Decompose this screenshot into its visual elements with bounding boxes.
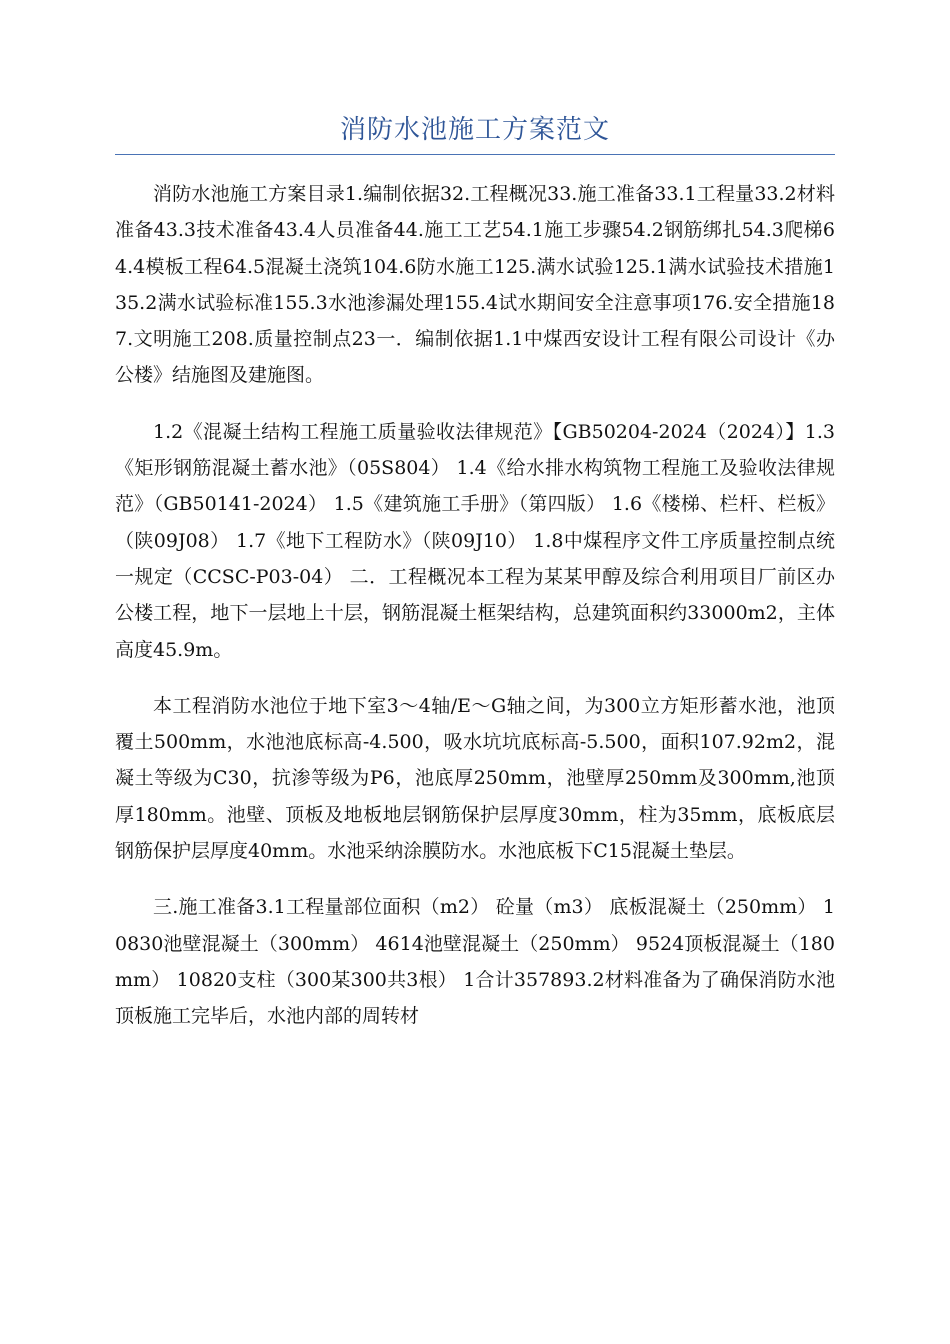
paragraph-references-overview: 1.2《混凝土结构工程施工质量验收法律规范》【GB50204-2024（2024）】1.3《矩形钢筋混凝土蓄水池》（05S804） 1.4《给水排水构筑物工程施工及验收法律规范》（GB50141-2024） 1.5《建筑施工手册》（第四版） 1.6《楼梯、栏杆、栏板》（陕09J08） 1.7《地下工程防水》（陕09J10） 1.8中煤程序文件工序质量控制点统一规定（CCSC-P03-04） 二．工程概况本工程为某某甲醇及综合利用项目厂前区办公楼工程，地下一层地上十层，钢筋混凝土框架结构，总建筑面积约33000m2，主体高度45.9m。: [115, 420, 835, 661]
document-body: [115, 176, 835, 1055]
paragraph-pool-description: 本工程消防水池位于地下室3～4轴/E～G轴之间，为300立方矩形蓄水池，池顶覆土500mm，水池池底标高-4.500，吸水坑坑底标高-5.500，面积107.92m2，混凝土等级为C30，抗渗等级为P6，池底厚250mm，池壁厚250mm及300mm,池顶厚180mm。池壁、顶板及地板地层钢筋保护层厚度30mm，柱为35mm，底板底层钢筋保护层厚度40mm。水池采纳涂膜防水。水池底板下C15混凝土垫层。: [115, 694, 835, 863]
paragraph-construction-preparation: 三.施工准备3.1工程量部位面积（m2） 砼量（m3） 底板混凝土（250mm） 10830池壁混凝土（300mm） 4614池壁混凝土（250mm） 9524顶板混凝土（180mm） 10820支柱（300某300共3根） 1合计357893.2材料准备为了确保消防水池顶板施工完毕后，水池内部的周转材: [115, 896, 835, 1028]
paragraph-table-of-contents: 消防水池施工方案目录1.编制依据32.工程概况33.施工准备33.1工程量33.2材料准备43.3技术准备43.4人员准备44.施工工艺54.1施工步骤54.2钢筋绑扎54.3爬梯64.4模板工程64.5混凝土浇筑104.6防水施工125.满水试验125.1满水试验技术措施135.2满水试验标准155.3水池渗漏处理155.4试水期间安全注意事项176.安全措施187.文明施工208.质量控制点23一．编制依据1.1中煤西安设计工程有限公司设计《办公楼》结施图及建施图。: [115, 183, 835, 387]
document-title: 消防水池施工方案范文: [339, 115, 610, 145]
title-underline: [115, 154, 835, 155]
